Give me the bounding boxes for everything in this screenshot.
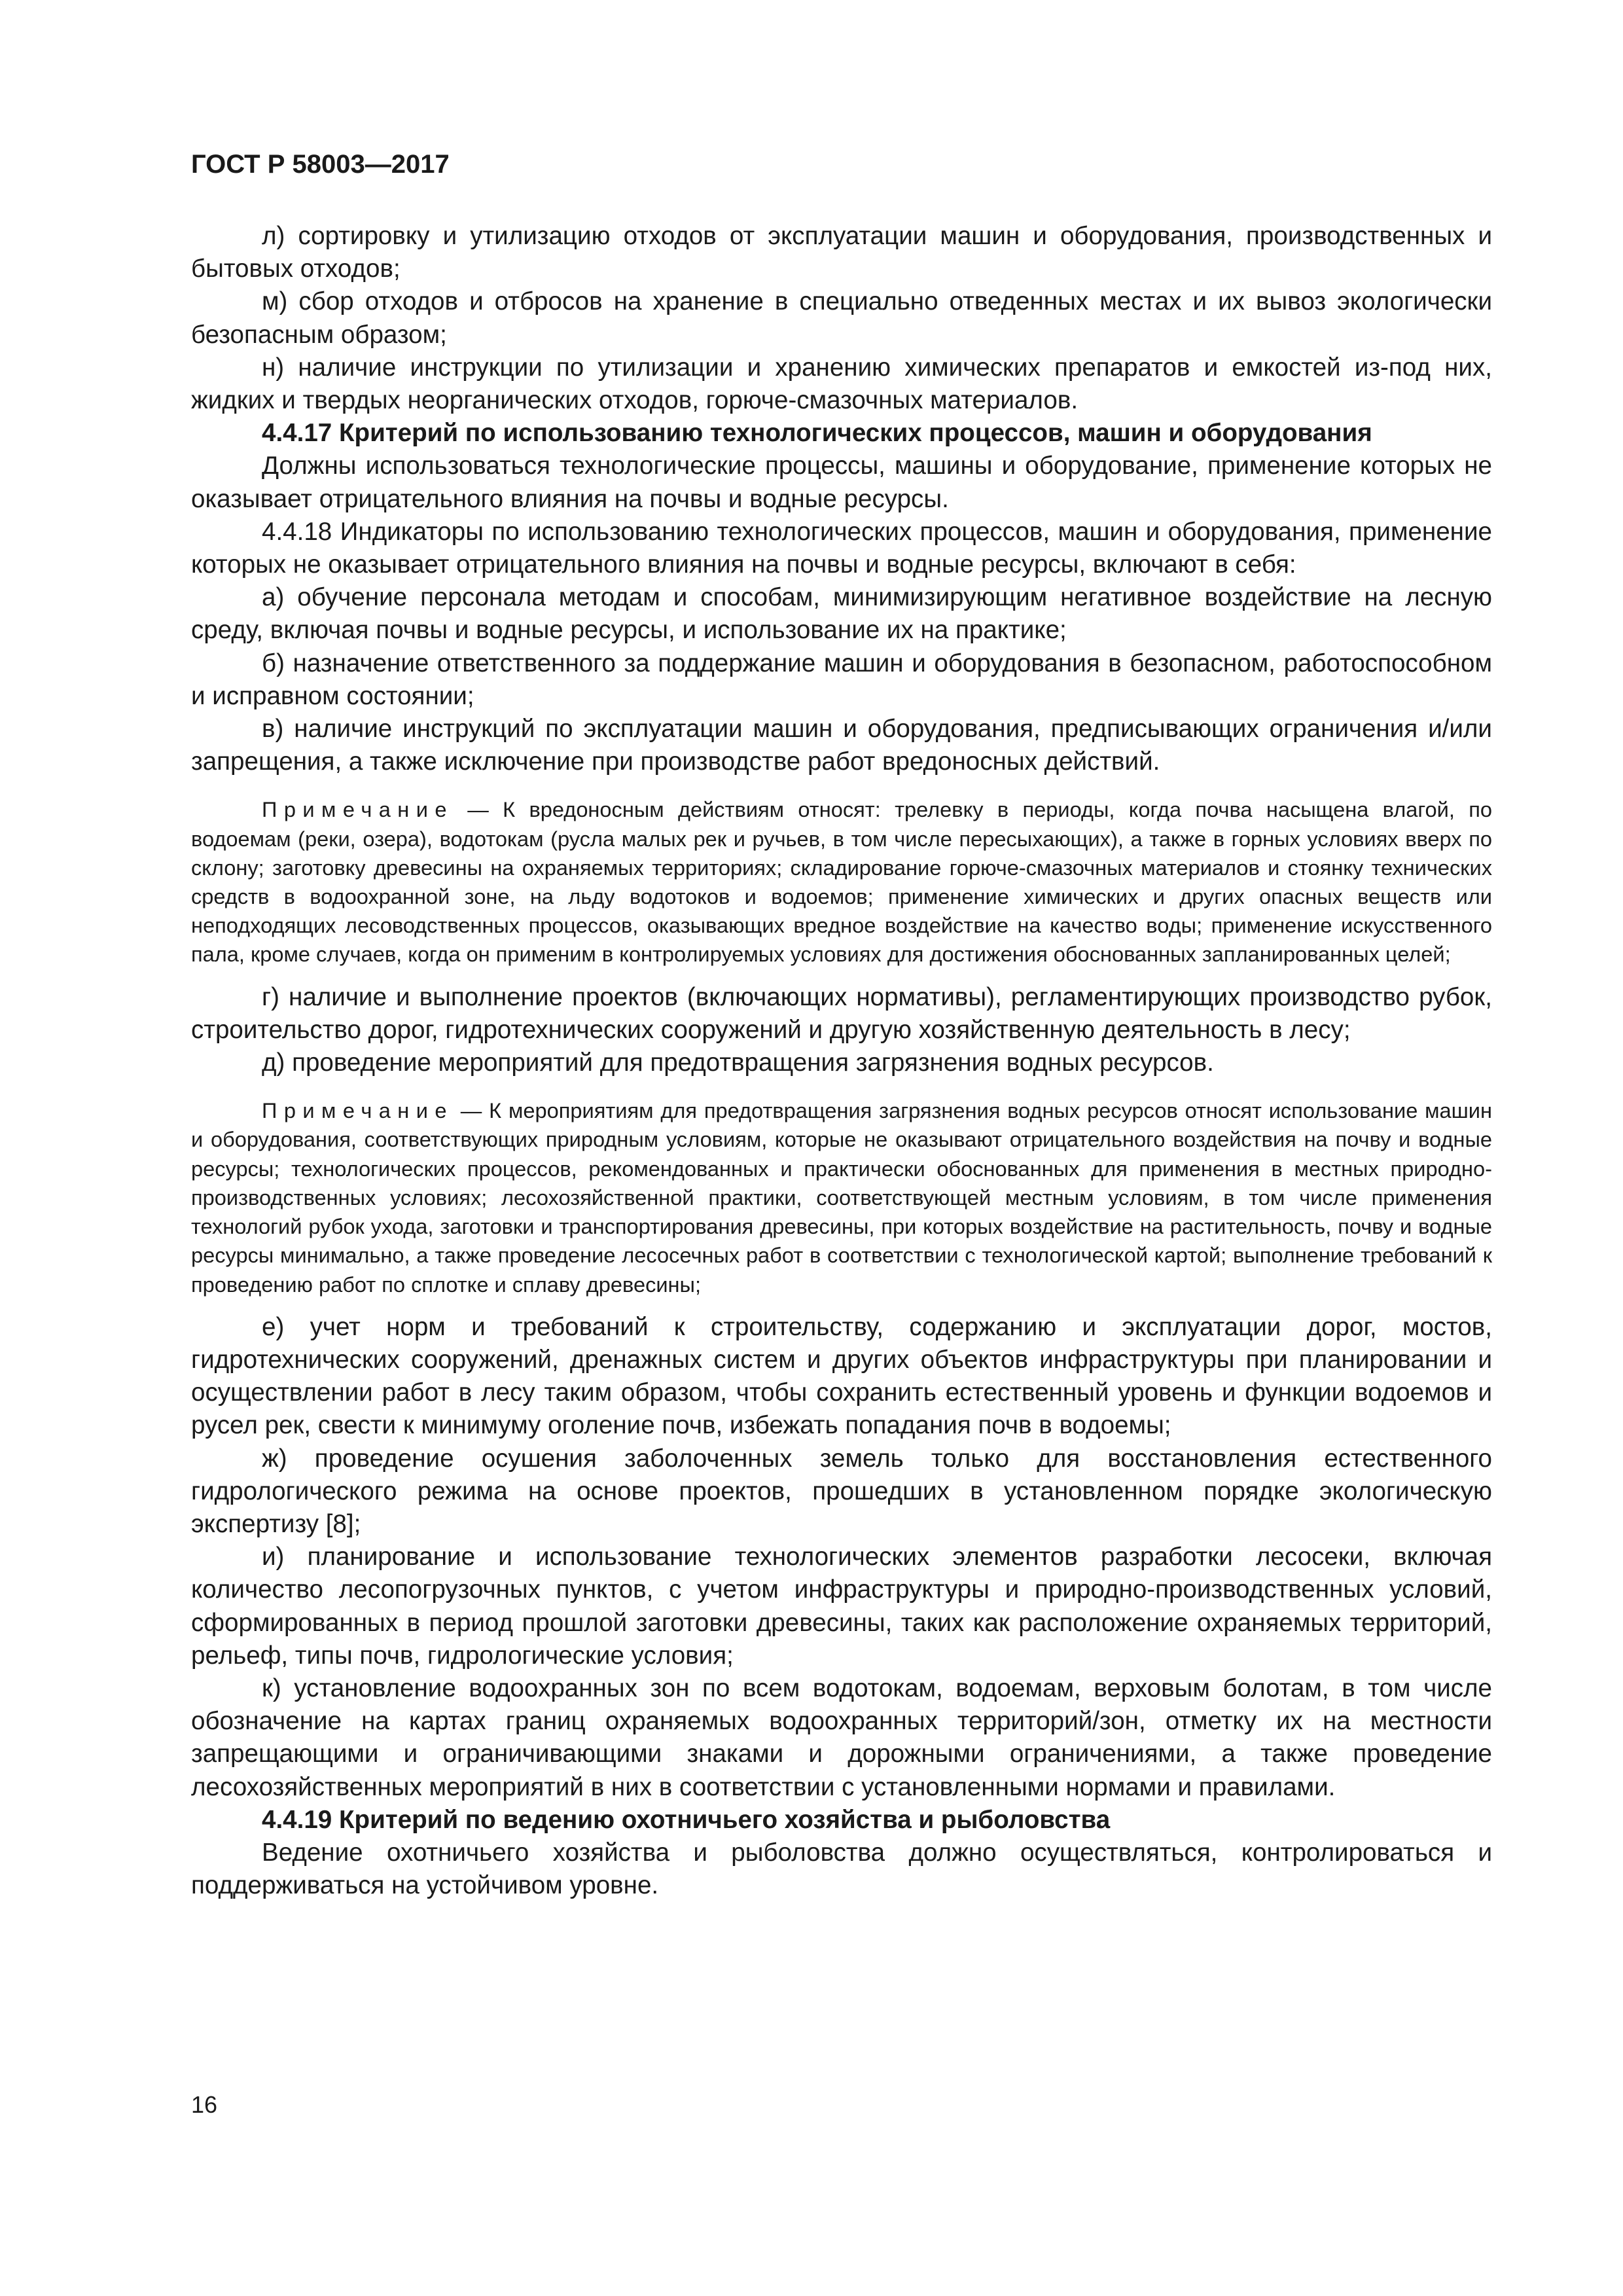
note-text: — К мероприятиям для предотвращения загрязнения водных ресурсов относят использование машин и оборудования, соответствующих природным условиям, которые не оказывают отрицательного воздействия на почву и водные ресурсы; технологических процессов, рекомендованных и практически обоснованных для применения в местных природно-производственных условиях; лесохозяйственной практики, соответствующей местным условиям, в том числе применения технологий рубок ухода, заготовки и транспортирования древесины, при которых воздействие на растительность, почву и водные ресурсы минимально, а также проведение лесосечных работ в соответствии с технологической картой; выполнение требований к проведению работ по сплотке и сплаву древесины; — [191, 1098, 1492, 1297]
section-heading-4-4-19: 4.4.19 Критерий по ведению охотничьего хозяйства и рыболовства — [262, 1805, 1111, 1834]
list-item-m: м) сбор отходов и отбросов на хранение в специально отведенных местах и их вывоз экологически безопасным образом; — [191, 287, 1492, 349]
note-harmful-actions — [191, 795, 1492, 969]
note-label: Примечание — [262, 797, 454, 822]
list-item-l: л) сортировку и утилизацию отходов от эксплуатации машин и оборудования, производственных и бытовых отходов; — [191, 222, 1492, 283]
list-item-d: д) проведение мероприятий для предотвращения загрязнения водных ресурсов. — [262, 1049, 1214, 1077]
note-text: — К вредоносным действиям относят: трелевку в периоды, когда почва насыщена влагой, по водоемам (реки, озера), водотокам (русла малых рек и ручьев, в том числе пересыхающих), а также в горных условиях вверх по склону; заготовку древесины на охраняемых территориях; складирование горюче-смазочных материалов и стоянку технических средств в водоохранной зоне, на льду водотоков и водоемов; применение химических и других опасных веществ или неподходящих лесоводственных процессов, оказывающих вредное воздействие на качество воды; применение искусственного пала, кроме случаев, когда он применим в контролируемых условиях для достижения обоснованных запланированных целей; — [191, 797, 1492, 967]
list-item-zh: ж) проведение осушения заболоченных земель только для восстановления естественного гидрологического режима на основе проектов, прошедших в установленном порядке экологическую экспертизу [8]; — [191, 1444, 1492, 1538]
document-body — [191, 220, 1492, 1902]
list-item-i: и) планирование и использование технологических элементов разработки лесосеки, включая количество лесопогрузочных пунктов, с учетом инфраструктуры и природно-производственных условий, сформированных в период прошлой заготовки древесины, таких как расположение охраняемых территорий, рельеф, типы почв, гидрологические условия; — [191, 1543, 1492, 1670]
list-item-a: а) обучение персонала методам и способам, минимизирующим негативное воздействие на лесную среду, включая почвы и водные ресурсы, и использование их на практике; — [191, 583, 1492, 645]
page-number: 16 — [191, 2091, 218, 2118]
list-item-e: е) учет норм и требований к строительству, содержанию и эксплуатации дорог, мостов, гидротехнических сооружений, дренажных систем и других объектов инфраструктуры при планировании и осуществлении работ в лесу таким образом, чтобы сохранить естественный уровень и функции водоемов и русел рек, свести к минимуму оголение почв, избежать попадания почв в водоемы; — [191, 1312, 1492, 1440]
list-item-n: н) наличие инструкции по утилизации и хранению химических препаратов и емкостей из-под них, жидких и твердых неорганических отходов, горюче-смазочных материалов. — [191, 353, 1492, 415]
standard-designation: ГОСТ Р 58003—2017 — [191, 150, 450, 179]
list-item-b: б) назначение ответственного за поддержание машин и оборудования в безопасном, работоспособном и исправном состоянии; — [191, 649, 1492, 710]
paragraph-indicators-4-4-18: 4.4.18 Индикаторы по использованию технологических процессов, машин и оборудования, применение которых не оказывает отрицательного влияния на почвы и водные ресурсы, включают в себя: — [191, 517, 1492, 579]
note-pollution-prevention — [191, 1096, 1492, 1299]
list-item-v: в) наличие инструкций по эксплуатации машин и оборудования, предписывающих ограничения и/или запрещения, а также исключение при производстве работ вредоносных действий. — [191, 715, 1492, 776]
list-item-g: г) наличие и выполнение проектов (включающих нормативы), регламентирующих производство рубок, строительство дорог, гидротехнических сооружений и другую хозяйственную деятельность в лесу; — [191, 982, 1492, 1044]
note-label: Примечание — [262, 1098, 454, 1123]
section-heading-4-4-17: 4.4.17 Критерий по использованию технологических процессов, машин и оборудования — [262, 419, 1372, 448]
list-item-k: к) установление водоохранных зон по всем водотокам, водоемам, верховым болотам, в том числе обозначение на картах границ охраняемых водоохранных территорий/зон, отметку их на местности запрещающими и ограничивающими знаками и дорожными ограничениями, а также проведение лесохозяйственных мероприятий в них в соответствии с установленными нормами и правилами. — [191, 1674, 1492, 1801]
paragraph-criterion-4-4-17: Должны использоваться технологические процессы, машины и оборудование, применение которых не оказывает отрицательного влияния на почвы и водные ресурсы. — [191, 452, 1492, 513]
paragraph-criterion-4-4-19: Ведение охотничьего хозяйства и рыболовства должно осуществляться, контролироваться и поддерживаться на устойчивом уровне. — [191, 1838, 1492, 1900]
